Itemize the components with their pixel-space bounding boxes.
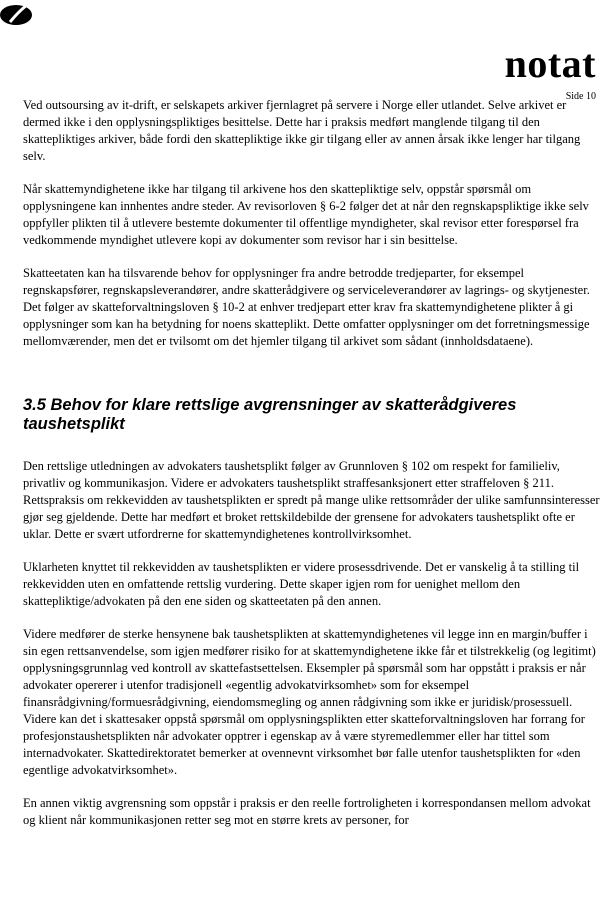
paragraph: Ved outsoursing av it-drift, er selskapets arkiver fjernlagret på servere i Norge eller utlandet. Selve arkivet er dermed ikke i den opplysningspliktiges besittelse. Dette har i praksis medført manglende tilgang til den skattepliktiges arkiver, både fordi den skattepliktige ikke gir tilgang eller av annen årsak ikke lenger har tilgang selv. — [23, 98, 581, 163]
agency-logo-icon — [0, 0, 36, 30]
paragraph: Videre medfører de sterke hensynene bak taushetsplikten at skattemyndighetenes vil legge inn en margin/buffer i sin egen rettsanvendelse, som igjen medfører risiko for at skattemyndighetene ikke får et tilstrekkelig (og legitimt) opplysningsgrunnlag ved kontroll av skattefastsettelsen. Eksempler på spørsmål som har oppstått i praksis er når advokater opererer i utenfor tradisjonell «egentlig advokatvirksomhet» som for eksempel finansrådgivning/formuesrådgivning, eiendomsmegling og annen rådgivning som ikke er juridisk/prosessuell. Videre kan det i skattesaker oppstå spørsmål om opplysningsplikten etter skatteforvaltningsloven har forrang for profesjonstaushetsplikten når advokater opptrer i egenskap av å være styremedlemmer eller har tittel som internadvokater. Skattedirektoratet bemerker at ovennevnt virksomhet bør falle utenfor taushetsplikten for «den egentlige advokatvirksomhet». — [23, 627, 596, 777]
document-type-heading: notat — [504, 41, 596, 86]
document-body — [23, 97, 603, 845]
paragraph: Den rettslige utledningen av advokaters taushetsplikt følger av Grunnloven § 102 om respekt for familieliv, privatliv og kommunikasjon. Videre er advokaters taushetsplikt straffesanksjonert etter straffeloven § 211. Rettspraksis om rekkevidden av taushetsplikten er spredt på mange ulike rettsområder der ulike samfunnsinteresser gjør seg gjeldende. Dette har medført et broket rettskildebilde der grensene for advokaters taushetsplikt ofte er uklar. Dette er svært utfordrerne for skattemyndighetenes kontrollvirksomhet. — [23, 459, 600, 541]
page-number: Side 10 — [565, 91, 596, 102]
section-heading: 3.5 Behov for klare rettslige avgrensninger av skatterådgiveres taushetsplikt — [23, 396, 517, 433]
paragraph: Skatteetaten kan ha tilsvarende behov for opplysninger fra andre betrodde tredjeparter, for eksempel regnskapsfører, regnskapsleverandører, andre skatterådgivere og serviceleverandører av lagrings- og skytjenester. Det følger av skatteforvaltningsloven § 10-2 at enhver tredjepart etter krav fra skattemyndighetene plikter å gi opplysninger som kan ha betydning for noens skatteplikt. Dette omfatter opplysninger om det forretningsmessige mellomværender, men det er tvilsomt om det hjemler tilgang til arkivet som sådant (innholdsdataene). — [23, 266, 590, 348]
paragraph: Uklarheten knyttet til rekkevidden av taushetsplikten er videre prosessdrivende. Det er vanskelig å ta stilling til rekkevidden uten en omfattende rettslig vurdering. Dette skaper igjen rom for uenighet mellom den skattepliktige/advokaten på den ene siden og skatteetaten på den annen. — [23, 560, 580, 608]
paragraph: Når skattemyndighetene ikke har tilgang til arkivene hos den skattepliktige selv, oppstår spørsmål om opplysningene kan innhentes andre steder. Av revisorloven § 6-2 følger det at når den regnskapspliktige ikke selv oppfyller plikten til å utlevere bestemte dokumenter til offentlige myndigheter, skal revisor etter forespørsel fra vedkommende myndighet utlevere kopi av dokumenter som revisor har i sin besittelse. — [23, 182, 589, 247]
paragraph: En annen viktig avgrensning som oppstår i praksis er den reelle fortroligheten i korrespondansen mellom advokat og klient når kommunikasjonen retter seg mot en større krets av personer, for — [23, 796, 591, 827]
